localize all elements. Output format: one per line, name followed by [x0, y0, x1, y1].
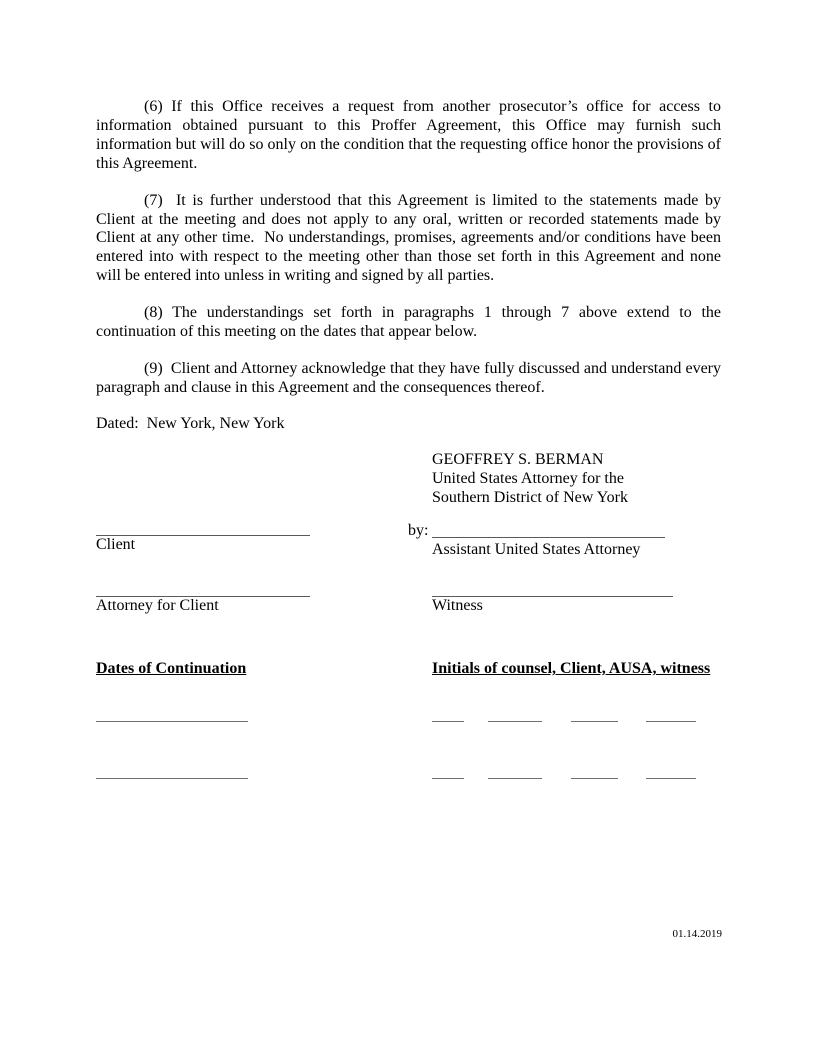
by-label: by:: [408, 522, 429, 540]
us-attorney-title-line1: United States Attorney for the: [432, 469, 624, 487]
initials-line-1-client: [488, 707, 542, 722]
initials-line-2-client: [488, 764, 542, 779]
initials-line-2-counsel: [432, 764, 464, 779]
continuation-date-line-2: [96, 764, 248, 779]
paragraph-8: (8) The understandings set forth in paragraphs 1 through 7 above extend to the continuation of this meeting on the dates that appear below.: [96, 304, 721, 341]
paragraph-9: (9) Client and Attorney acknowledge that they have fully discussed and understand every paragraph and clause in this Agreement and the consequences thereof.: [96, 359, 721, 396]
signature-row-attorney-witness: [96, 583, 721, 616]
ausa-signature-cell: [408, 522, 665, 560]
initials-header: Initials of counsel, Client, AUSA, witness: [432, 660, 711, 678]
signature-row-client-ausa: [96, 522, 721, 560]
initials-group-2: [432, 764, 696, 779]
continuation-row-2: [96, 764, 721, 779]
continuation-row-1: [96, 707, 721, 722]
witness-signature-cell: [432, 583, 673, 616]
continuation-headers: [96, 660, 721, 679]
initials-line-2-ausa: [571, 764, 618, 779]
witness-label: Witness: [432, 597, 483, 615]
witness-signature-line: [432, 583, 673, 597]
footer-version-date: 01.14.2019: [672, 928, 722, 940]
by-row: [408, 522, 665, 541]
paragraph-7: (7) It is further understood that this Agreement is limited to the statements made by Client at the meeting and does not apply to any oral, written or recorded statements made by Client at any other time. No understandings, promises, agreements and/or conditions have been entered into with respect to the meeting other than those set forth in this Agreement and none will be entered into unless in writing and signed by all parties.: [96, 191, 721, 285]
ausa-signature-line: [432, 524, 665, 538]
attorney-signature-cell: [96, 583, 432, 616]
initials-line-2-witness: [646, 764, 696, 779]
paragraph-6: (6) If this Office receives a request from another prosecutor’s office for access to information obtained pursuant to this Proffer Agreement, this Office may furnish such information but will do so only on the condition that the requesting office honor the provisions of this Agreement.: [96, 98, 721, 172]
initials-group-1: [432, 707, 696, 722]
continuation-date-line-1: [96, 707, 248, 722]
client-signature-cell: [96, 522, 408, 555]
attorney-signature-line: [96, 583, 310, 597]
us-attorney-title-line2: Southern District of New York: [432, 488, 628, 506]
initials-line-1-ausa: [571, 707, 618, 722]
dates-of-continuation-header: Dates of Continuation: [96, 660, 247, 678]
us-attorney-block: [432, 451, 721, 508]
client-label: Client: [96, 536, 136, 554]
initials-line-1-counsel: [432, 707, 464, 722]
dated-line: Dated: New York, New York: [96, 414, 285, 432]
us-attorney-name: GEOFFREY S. BERMAN: [432, 450, 604, 468]
ausa-label: Assistant United States Attorney: [432, 541, 641, 559]
initials-line-1-witness: [646, 707, 696, 722]
client-signature-line: [96, 522, 310, 536]
attorney-for-client-label: Attorney for Client: [96, 597, 219, 615]
